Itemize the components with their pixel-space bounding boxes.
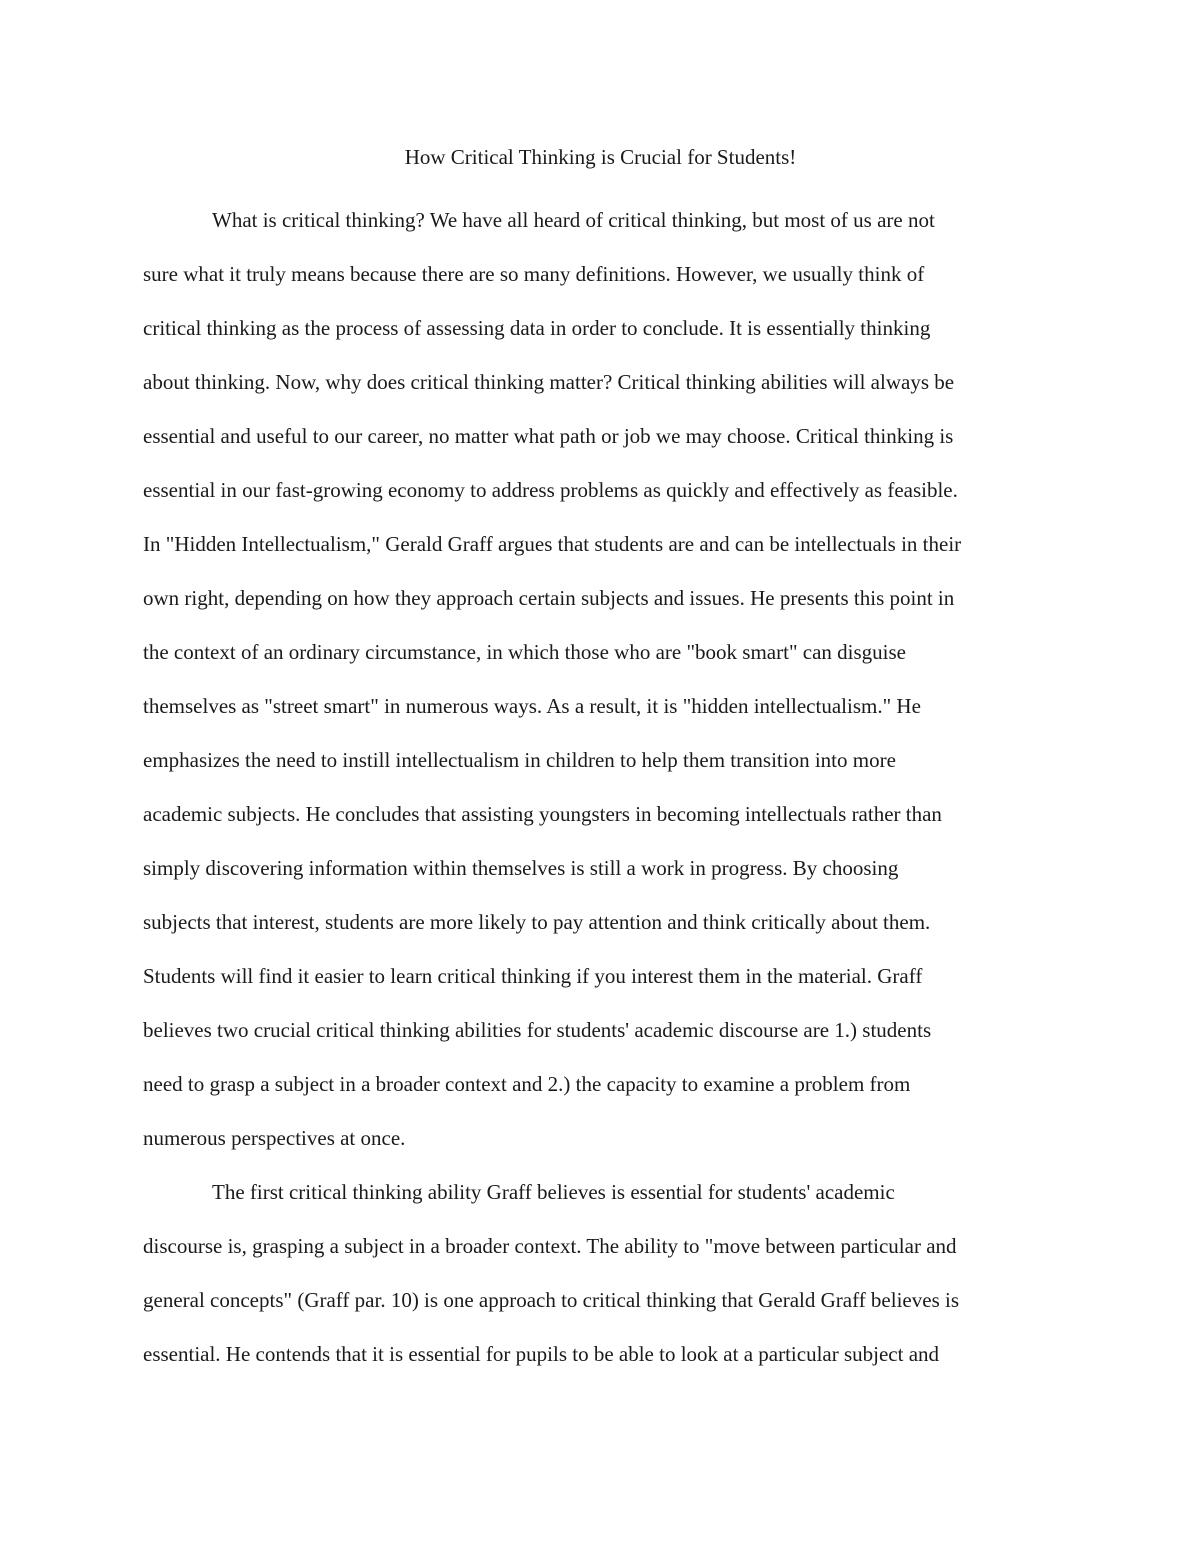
paragraph-line: simply discovering information within themselves is still a work in progress. By choosing [143, 856, 899, 880]
paragraph-line: academic subjects. He concludes that assisting youngsters in becoming intellectuals rather than [143, 802, 942, 826]
paragraph-1 [143, 193, 1058, 1165]
title-spacing [143, 175, 1058, 193]
paragraph-line: Students will find it easier to learn critical thinking if you interest them in the material. Graff [143, 964, 923, 988]
paragraph-line: own right, depending on how they approach certain subjects and issues. He presents this point in [143, 586, 955, 610]
paragraph-line: essential. He contends that it is essential for pupils to be able to look at a particular subject and [143, 1342, 940, 1366]
paragraph-line: subjects that interest, students are more likely to pay attention and think critically about them. [143, 910, 931, 934]
paragraph-line: need to grasp a subject in a broader context and 2.) the capacity to examine a problem from [143, 1072, 911, 1096]
paragraph-line: The first critical thinking ability Graff believes is essential for students' academic [212, 1180, 895, 1204]
paragraph-line: believes two crucial critical thinking abilities for students' academic discourse are 1.) students [143, 1018, 932, 1042]
paragraph-line: about thinking. Now, why does critical thinking matter? Critical thinking abilities will always be [143, 370, 955, 394]
paragraph-line: In "Hidden Intellectualism," Gerald Graff argues that students are and can be intellectuals in their [143, 532, 962, 556]
paragraph-line: general concepts" (Graff par. 10) is one approach to critical thinking that Gerald Graff believes is [143, 1288, 959, 1312]
document-body [143, 139, 1058, 1381]
paragraph-line: sure what it truly means because there are so many definitions. However, we usually think of [143, 262, 925, 286]
paragraph-line: themselves as "street smart" in numerous ways. As a result, it is "hidden intellectualism." He [143, 694, 921, 718]
paragraph-line: critical thinking as the process of assessing data in order to conclude. It is essentially thinking [143, 316, 931, 340]
paragraph-line: emphasizes the need to instill intellectualism in children to help them transition into more [143, 748, 896, 772]
paragraph-line: numerous perspectives at once. [143, 1126, 406, 1150]
document-title: How Critical Thinking is Crucial for Students! [404, 145, 797, 169]
paragraph-line: What is critical thinking? We have all heard of critical thinking, but most of us are not [212, 208, 935, 232]
paragraph-line: discourse is, grasping a subject in a broader context. The ability to "move between particular and [143, 1234, 957, 1258]
paragraph-2 [143, 1165, 1058, 1381]
paragraph-line: essential in our fast-growing economy to address problems as quickly and effectively as feasible. [143, 478, 958, 502]
paragraph-line: the context of an ordinary circumstance, in which those who are "book smart" can disguise [143, 640, 907, 664]
paragraph-line: essential and useful to our career, no matter what path or job we may choose. Critical thinking is [143, 424, 954, 448]
